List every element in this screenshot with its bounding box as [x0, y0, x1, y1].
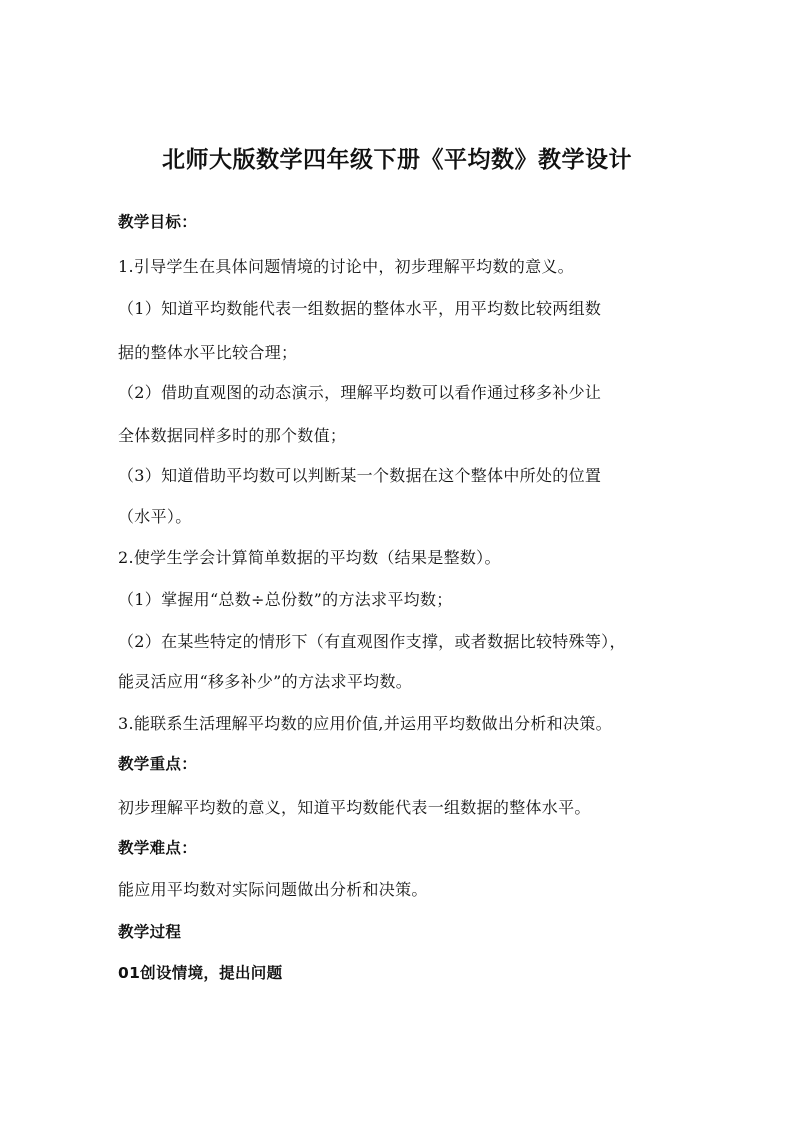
section-heading-teaching-objectives: 教学目标：	[118, 213, 198, 231]
section-heading-teaching-process: 教学过程	[118, 923, 182, 941]
objective-2-2-line-1: （2）在某些特定的情形下（有直观图作支撑，或者数据比较特殊等），	[118, 632, 626, 651]
section-heading-key-points: 教学重点：	[118, 755, 198, 773]
objective-2: 2.使学生学会计算简单数据的平均数（结果是整数）。	[118, 548, 501, 567]
objective-1-2-line-2: 全体数据同样多时的那个数值；	[118, 426, 347, 445]
objective-2-1: （1）掌握用“总数÷总份数”的方法求平均数；	[118, 590, 453, 609]
subsection-heading-01: 01创设情境，提出问题	[118, 964, 283, 982]
objective-1: 1.引导学生在具体问题情境的讨论中，初步理解平均数的意义。	[118, 257, 574, 276]
document-title: 北师大版数学四年级下册《平均数》教学设计	[162, 146, 632, 173]
section-heading-difficulties: 教学难点：	[118, 839, 198, 857]
objective-1-1-line-2: 据的整体水平比较合理；	[118, 343, 298, 362]
objective-1-2-line-1: （2）借助直观图的动态演示，理解平均数可以看作通过移多补少让	[118, 383, 602, 402]
objective-1-3-line-1: （3）知道借助平均数可以判断某一个数据在这个整体中所处的位置	[118, 466, 602, 485]
objective-1-1-line-1: （1）知道平均数能代表一组数据的整体水平，用平均数比较两组数	[118, 299, 602, 318]
objective-2-2-line-2: 能灵活应用“移多补少”的方法求平均数。	[118, 672, 413, 691]
objective-1-3-line-2: （水平）。	[118, 507, 192, 526]
key-points-text: 初步理解平均数的意义，知道平均数能代表一组数据的整体水平。	[118, 798, 591, 817]
objective-3: 3.能联系生活理解平均数的应用价值,并运用平均数做出分析和决策。	[118, 714, 612, 733]
difficulties-text: 能应用平均数对实际问题做出分析和决策。	[118, 880, 428, 899]
